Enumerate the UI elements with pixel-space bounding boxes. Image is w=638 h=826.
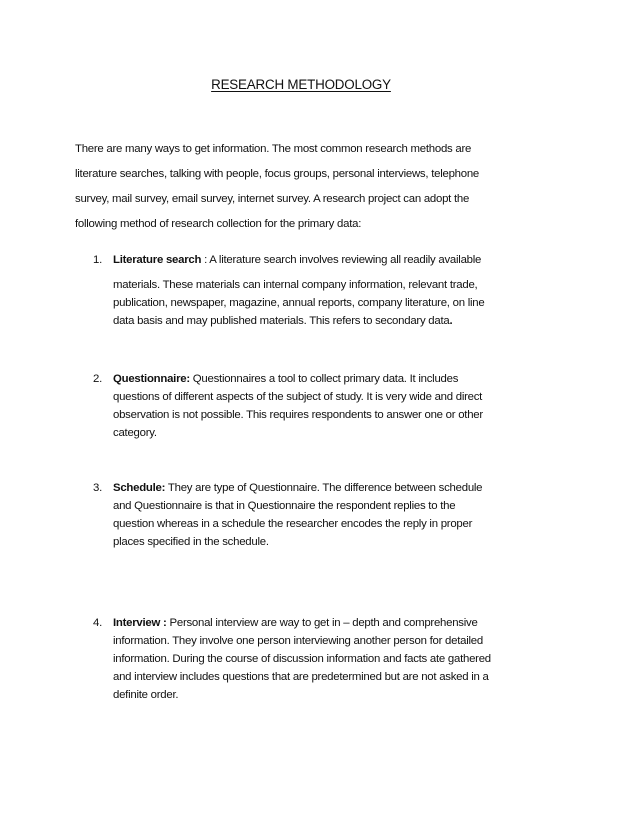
list-item-text: [113, 616, 553, 706]
intro-line: following method of research collection for the primary data:: [75, 218, 362, 230]
list-item-trailing-period: .: [449, 315, 453, 327]
list-item-first-line-rest: Personal interview are way to get in – depth and comprehensive: [166, 617, 478, 629]
list-item-number: 4.: [93, 617, 102, 629]
list-item-text: [113, 372, 553, 444]
list-item-line: information. They involve one person interviewing another person for detailed: [113, 635, 483, 647]
list-item-line: observation is not possible. This requires respondents to answer one or other: [113, 409, 483, 421]
list-item-first-line-rest: They are type of Questionnaire. The difference between schedule: [165, 482, 483, 494]
list-item-number: 2.: [93, 373, 102, 385]
list-item-first-line-rest: Questionnaires a tool to collect primary data. It includes: [189, 373, 459, 385]
list-item-line: information. During the course of discussion information and facts ate gathered: [113, 653, 491, 665]
list-item-number: 3.: [93, 482, 102, 494]
list-item-text: [113, 253, 553, 332]
list-item-term: Schedule:: [113, 482, 166, 494]
list-item-term: Literature search: [113, 254, 202, 266]
list-item-first-line-rest: : A literature search involves reviewing all readily available: [201, 254, 482, 266]
list-item-first-line: [113, 616, 553, 634]
list-item-term: Interview :: [113, 617, 167, 629]
list-item-line: and interview includes questions that are predetermined but are not asked in a: [113, 671, 489, 683]
document-title: RESEARCH METHODOLOGY: [211, 77, 391, 92]
list-item-line: places specified in the schedule.: [113, 536, 269, 548]
list-item-line-text: data basis and may published materials. This refers to secondary data: [113, 315, 450, 327]
list-item-line: [113, 314, 553, 332]
list-item-line: question whereas in a schedule the researcher encodes the reply in proper: [113, 518, 473, 530]
list-item-line: category.: [113, 427, 157, 439]
list-item-number: 1.: [93, 254, 102, 266]
intro-paragraph: [75, 142, 545, 242]
list-item-line: questions of different aspects of the subject of study. It is very wide and direct: [113, 391, 483, 403]
list-item-first-line: [113, 372, 553, 390]
list-item-line: definite order.: [113, 689, 179, 701]
intro-line: survey, mail survey, email survey, internet survey. A research project can adopt the: [75, 193, 470, 205]
list-item-first-line: [113, 253, 553, 278]
list-item-text: [113, 481, 553, 553]
list-item-line: publication, newspaper, magazine, annual reports, company literature, on line: [113, 297, 485, 309]
list-item-line: and Questionnaire is that in Questionnaire the respondent replies to the: [113, 500, 456, 512]
list-item-first-line: [113, 481, 553, 499]
list-item-line: materials. These materials can internal company information, relevant trade,: [113, 279, 478, 291]
intro-line: There are many ways to get information. The most common research methods are: [75, 143, 472, 155]
intro-line: literature searches, talking with people, focus groups, personal interviews, telephone: [75, 168, 479, 180]
list-item-term: Questionnaire:: [113, 373, 190, 385]
